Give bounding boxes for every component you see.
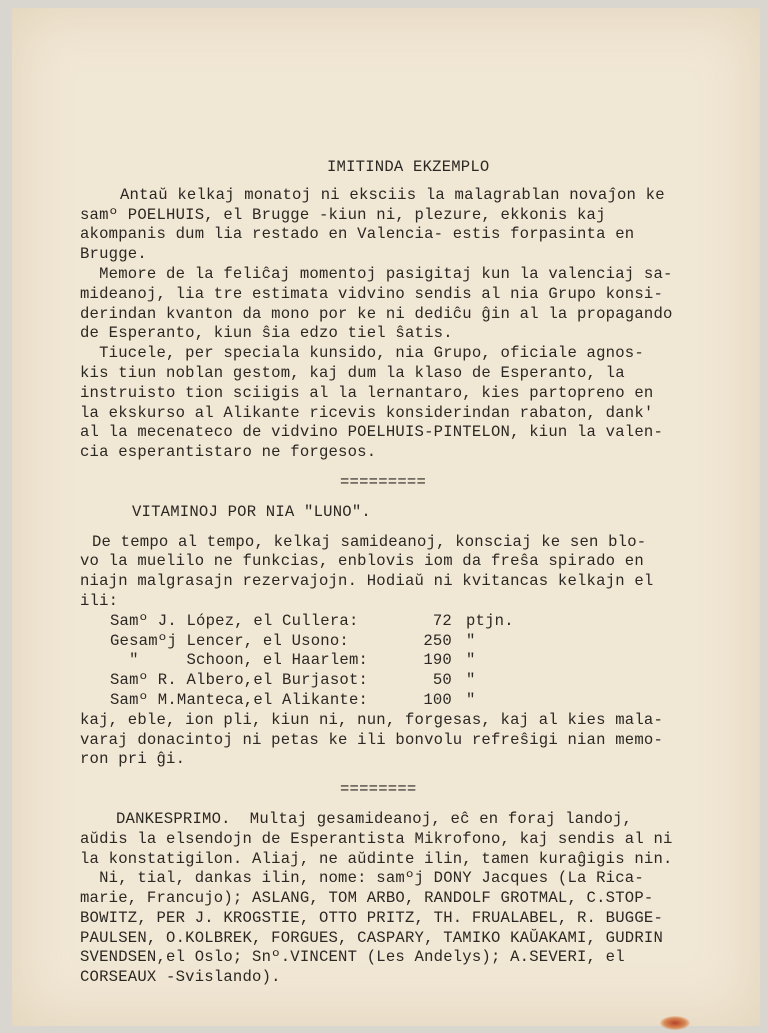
donor-name: Samº M.Manteca,el Alikante: xyxy=(110,690,369,709)
section-imitinda xyxy=(80,186,680,463)
text-line: cia esperantistaro ne forgesos. xyxy=(80,443,377,462)
text-line: la konstatigilon. Aliaj, ne aŭdinte ilin, tamen kuraĝigis nin. xyxy=(80,849,673,868)
donor-name: " Schoon, el Haarlem: xyxy=(110,651,369,670)
donation-amount: 100 xyxy=(423,690,452,709)
donation-unit: " xyxy=(466,690,476,709)
donation-unit: ptjn. xyxy=(466,611,514,630)
text-line: Brugge. xyxy=(80,245,147,264)
text-line: ron pri ĝi. xyxy=(80,750,186,769)
text-line: la ekskurso al Alikante ricevis konsiderindan rabaton, dank' xyxy=(80,403,654,422)
donor-name: Samº J. López, el Cullera: xyxy=(110,611,359,630)
text-line: Ni, tial, dankas ilin, nome: samºj DONY Jacques (La Rica- xyxy=(80,869,644,888)
text-line: Tiucele, per speciala kunsido, nia Grupo, oficiale agnos- xyxy=(80,344,644,363)
paper-stain xyxy=(660,1016,690,1030)
text-line: vo la muelilo ne funkcias, enblovis iom da freŝa spirado en xyxy=(80,552,644,571)
document-page xyxy=(12,8,760,1026)
donation-amount: 250 xyxy=(423,631,452,650)
text-line: Memore de la feliĉaj momentoj pasigitaj kun la valenciaj sa- xyxy=(80,264,673,283)
separator: ======== xyxy=(340,780,417,799)
text-line: marie, Francujo); ASLANG, TOM ARBO, RANDOLF GROTMAL, C.STOP- xyxy=(80,889,654,908)
text-line: De tempo al tempo, kelkaj samideanoj, konsciaj ke sen blo- xyxy=(92,532,647,551)
text-line: kis tiun noblan gestom, kaj dum la klaso de Esperanto, la xyxy=(80,363,625,382)
donor-name: Gesamºj Lencer, el Usono: xyxy=(110,631,349,650)
text-line: BOWITZ, PER J. KROGSTIE, OTTO PRITZ, TH. FRUALABEL, R. BUGGE- xyxy=(80,908,664,927)
section-title-imitinda: IMITINDA EKZEMPLO xyxy=(327,158,490,176)
donation-unit: " xyxy=(466,651,476,670)
section-vitaminoj xyxy=(80,533,680,771)
section-dankesprimo xyxy=(80,810,680,988)
text-line: al la mecenateco de vidvino POELHUIS-PINTELON, kiun la valen- xyxy=(80,423,664,442)
donation-unit: " xyxy=(466,671,476,690)
text-line: ili: xyxy=(80,591,119,610)
text-line: CORSEAUX -Svislando). xyxy=(80,968,281,987)
text-line: aŭdis la elsendojn de Esperantista Mikrofono, kaj sendis al ni xyxy=(80,829,673,848)
text-line: PAULSEN, O.KOLBREK, FORGUES, CASPARY, TAMIKO KAŬAKAMI, GUDRIN xyxy=(80,928,664,947)
text-line: Antaŭ kelkaj monatoj ni eksciis la malagrablan novaĵon ke xyxy=(120,185,665,204)
donation-unit: " xyxy=(466,631,476,650)
text-body xyxy=(80,158,680,988)
text-line: akompanis dum lia restado en Valencia- estis forpasinta en xyxy=(80,225,635,244)
text-line: mideanoj, lia tre estimata vidvino sendis al nia Grupo konsi- xyxy=(80,284,664,303)
text-line: kaj, eble, ion pli, kiun ni, nun, forgesas, kaj al kies mala- xyxy=(80,710,664,729)
text-line: varaj donacintoj ni petas ke ili bonvolu refreŝigi nian memo- xyxy=(80,730,664,749)
separator: ========= xyxy=(340,472,427,491)
text-line: niajn malgrasajn rezervajojn. Hodiaŭ ni kvitancas kelkajn el xyxy=(80,572,654,591)
donation-amount: 72 xyxy=(432,611,452,630)
text-line: derindan kvanton da mono por ke ni dediĉu ĝin al la propagando xyxy=(80,304,673,323)
donor-name: Samº R. Albero,el Burjasot: xyxy=(110,671,369,690)
text-line: samº POELHUIS, el Brugge -kiun ni, plezure, ekkonis kaj xyxy=(80,205,606,224)
donation-amount: 50 xyxy=(432,671,452,690)
text-line: DANKESPRIMO. Multaj gesamideanoj, eĉ en foraj landoj, xyxy=(116,809,633,828)
text-line: instruisto tion sciigis al la lernantaro, kies partopreno en xyxy=(80,383,654,402)
donation-list xyxy=(80,612,680,711)
section-title-vitaminoj: VITAMINOJ POR NIA "LUNO". xyxy=(132,502,371,521)
text-line: SVENDSEN,el Oslo; Snº.VINCENT (Les Andelys); A.SEVERI, el xyxy=(80,948,625,967)
text-line: de Esperanto, kiun ŝia edzo tiel ŝatis. xyxy=(80,324,453,343)
donation-amount: 190 xyxy=(423,651,452,670)
